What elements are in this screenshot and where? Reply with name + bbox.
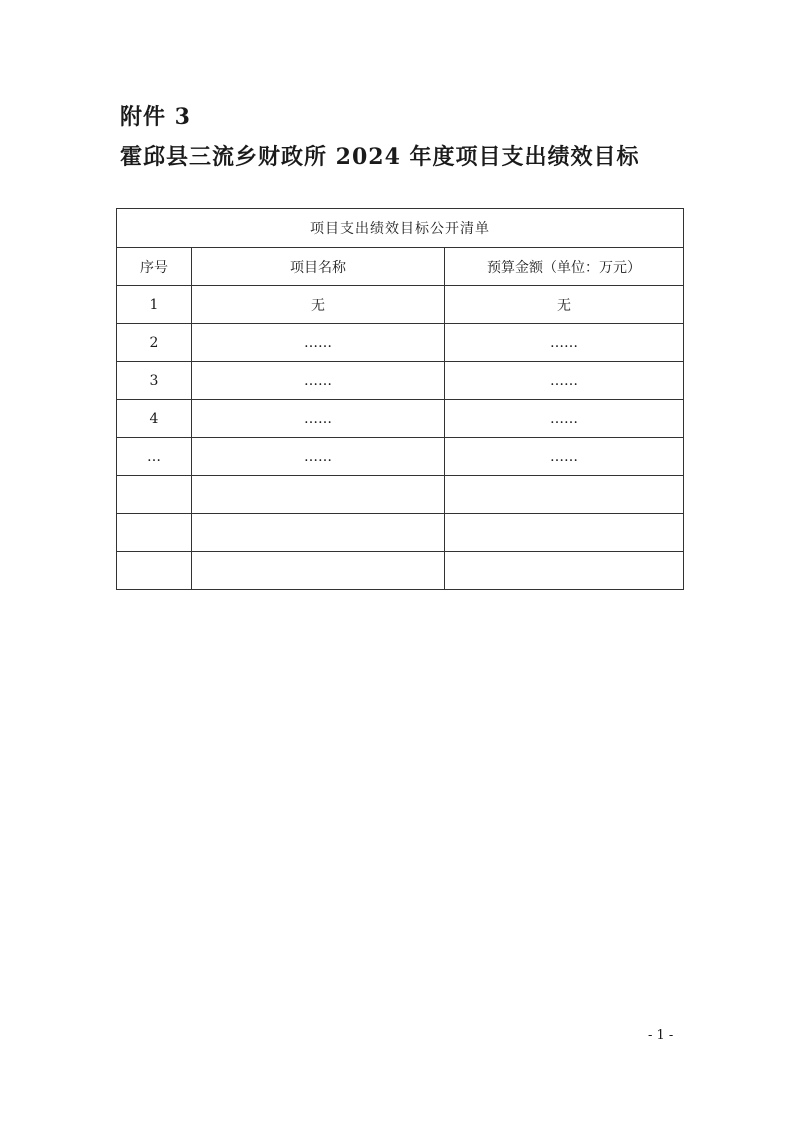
row-project-name — [192, 476, 445, 514]
row-index — [117, 476, 192, 514]
performance-target-table — [116, 208, 684, 590]
row-budget-amount — [445, 552, 684, 590]
row-budget-amount — [445, 476, 684, 514]
row-index — [117, 514, 192, 552]
table-row — [117, 362, 684, 400]
row-index: 1 — [117, 286, 192, 324]
row-budget-amount: …… — [445, 400, 684, 438]
table-caption: 项目支出绩效目标公开清单 — [117, 209, 684, 248]
row-budget-amount: …… — [445, 324, 684, 362]
document-title: 霍邱县三流乡财政所 2024 年度项目支出绩效目标 — [120, 144, 640, 170]
row-project-name: …… — [192, 362, 445, 400]
row-project-name: …… — [192, 324, 445, 362]
row-budget-amount: 无 — [445, 286, 684, 324]
table-row — [117, 400, 684, 438]
page-number: - 1 - — [648, 1028, 674, 1043]
table-row — [117, 286, 684, 324]
row-project-name — [192, 514, 445, 552]
row-index: 2 — [117, 324, 192, 362]
row-index: 3 — [117, 362, 192, 400]
table-row — [117, 552, 684, 590]
row-budget-amount: …… — [445, 438, 684, 476]
attachment-label: 附件 3 — [120, 104, 191, 130]
row-budget-amount — [445, 514, 684, 552]
row-project-name: …… — [192, 438, 445, 476]
row-index: 4 — [117, 400, 192, 438]
table-row — [117, 476, 684, 514]
row-project-name: …… — [192, 400, 445, 438]
header-project-name: 项目名称 — [192, 248, 445, 286]
table-row — [117, 324, 684, 362]
row-budget-amount: …… — [445, 362, 684, 400]
row-index: … — [117, 438, 192, 476]
header-index: 序号 — [117, 248, 192, 286]
row-project-name — [192, 552, 445, 590]
table-row — [117, 438, 684, 476]
row-index — [117, 552, 192, 590]
row-project-name: 无 — [192, 286, 445, 324]
table-row — [117, 514, 684, 552]
header-budget-amount: 预算金额（单位：万元） — [445, 248, 684, 286]
table-header-row — [117, 248, 684, 286]
table-caption-row — [117, 209, 684, 248]
